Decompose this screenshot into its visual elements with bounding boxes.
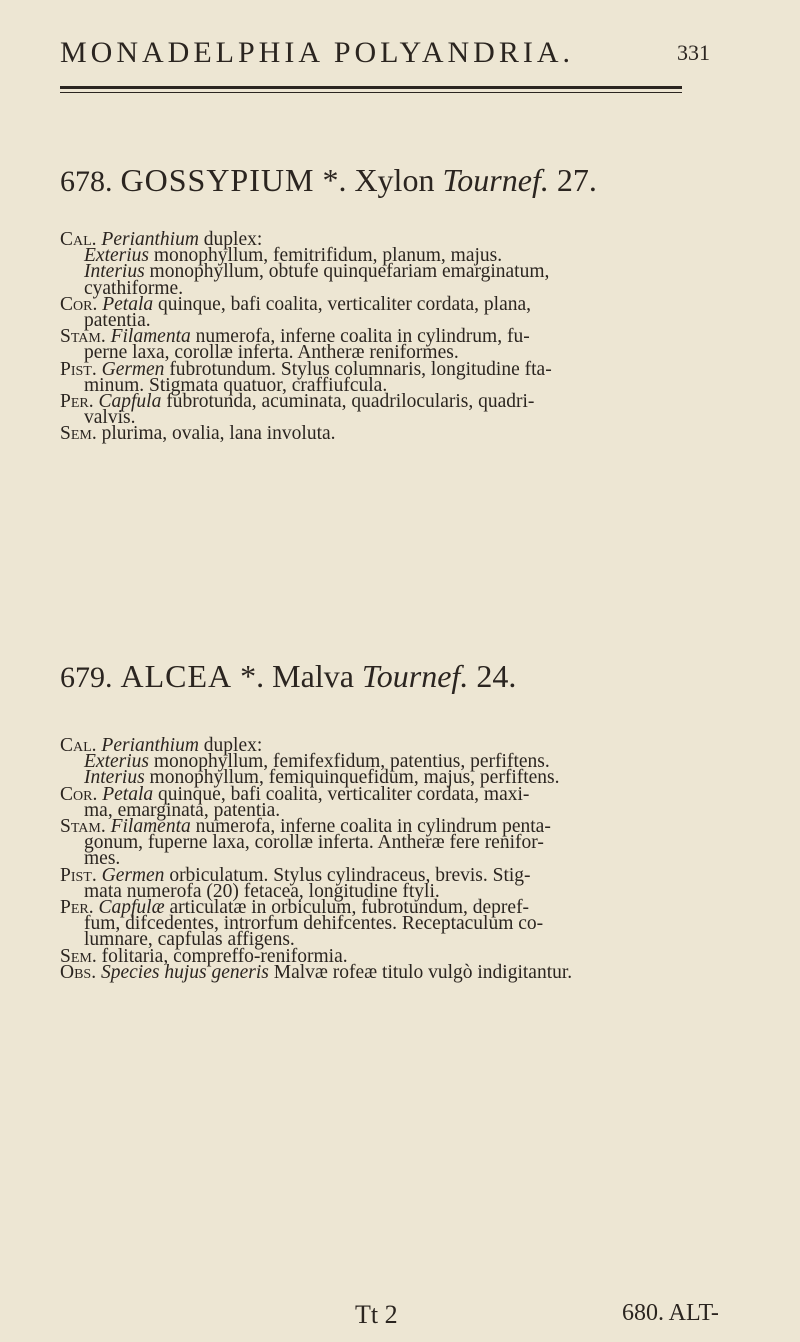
genus-description-gossypium [60, 229, 690, 445]
term: Interius [84, 767, 145, 789]
term: Filamenta [110, 816, 191, 838]
catchword: 680. ALT- [622, 1300, 719, 1326]
line-text: lumnare, capfulas affigens. [84, 929, 295, 951]
description-line [60, 961, 690, 983]
line-text: duplex: [198, 735, 263, 756]
part-label: Sem. [60, 945, 102, 967]
line-text: articulatæ in orbiculum, fubrotundum, depref- [164, 897, 530, 919]
part-label: Pist. [60, 358, 102, 380]
part-label: Per. [60, 391, 99, 413]
term: Species hujus generis [100, 961, 269, 983]
genus-synonym: Xylon [354, 162, 435, 198]
term: Interius [84, 261, 145, 283]
line-text: mes. [84, 848, 121, 870]
description-line [60, 423, 690, 445]
line-text: plurima, ovalia, lana involuta. [101, 423, 336, 445]
term: Perianthium [101, 735, 199, 756]
genus-name: GOSSYPIUM [120, 162, 315, 198]
running-head [60, 36, 710, 72]
line-text: folitaria, compreffo-reniformia. [101, 945, 348, 967]
part-label: Per. [60, 897, 99, 919]
genus-title-gossypium [60, 162, 597, 199]
genus-number: 678. [60, 165, 113, 198]
running-title: MONADELPHIA POLYANDRIA. [60, 36, 575, 69]
line-text: mata numerofa (20) fetacea, longitudine ftyli. [84, 880, 440, 902]
line-text: gonum, fuperne laxa, corollæ inferta. Antheræ fere renifor- [84, 832, 544, 854]
term: Capfulæ [98, 897, 165, 919]
description-line [60, 391, 690, 413]
term: Exterius [84, 245, 149, 267]
line-text: duplex: [198, 229, 263, 250]
genus-number: 679. [60, 661, 113, 694]
term: Petala [102, 783, 154, 805]
genus-description-alcea [60, 735, 690, 983]
genus-name: ALCEA [120, 658, 233, 694]
header-rule [60, 86, 682, 89]
term: Exterius [84, 751, 149, 773]
genus-authority: Tournef. [442, 162, 549, 198]
line-text: numerofa, inferne coalita in cylindrum, fu- [190, 326, 530, 348]
part-label: Cal. [60, 229, 102, 250]
genus-synonym: Malva [272, 658, 354, 694]
term: Germen [101, 864, 165, 886]
term: Perianthium [101, 229, 199, 250]
term: Germen [101, 358, 165, 380]
description-line [60, 293, 690, 315]
genus-ref: 24. [476, 658, 517, 694]
genus-title-alcea [60, 658, 516, 695]
line-text: perne laxa, corollæ inferta. Antheræ reniformes. [84, 342, 459, 364]
line-text: numerofa, inferne coalita in cylindrum penta- [190, 816, 551, 838]
part-label: Stam. [60, 816, 111, 838]
line-text: valvis. [84, 407, 136, 429]
line-text: cyathiforme. [84, 277, 184, 299]
line-text: Malvæ rofeæ titulo vulgò indigitantur. [268, 961, 573, 983]
genus-mark: *. [322, 162, 347, 198]
line-text: monophyllum, obtufe quinquefariam emarginatum, [144, 261, 550, 283]
part-label: Stam. [60, 326, 111, 348]
term: Filamenta [110, 326, 191, 348]
genus-authority: Tournef. [361, 658, 469, 694]
part-label: Pist. [60, 864, 102, 886]
line-text: fum, difcedentes, introrfum dehifcentes. Receptaculum co- [84, 913, 544, 935]
part-label: Obs. [60, 961, 101, 983]
line-text: orbiculatum. Stylus cylindraceus, brevis. Stig- [164, 864, 531, 886]
line-text: quinque, bafi coalita, verticaliter cordata, plana, [153, 293, 532, 315]
page-number: 331 [677, 40, 710, 65]
term: Petala [102, 293, 154, 315]
line-text: monophyllum, femiquinquefidum, majus, perfiftens. [144, 767, 560, 789]
line-text: minum. Stigmata quatuor, craffiufcula. [84, 374, 388, 396]
line-text: fubrotunda, acuminata, quadrilocularis, quadri- [161, 391, 535, 413]
line-text: monophyllum, femifexfidum, patentius, perfiftens. [148, 751, 550, 773]
line-text: fubrotundum. Stylus columnaris, longitudine fta- [164, 358, 552, 380]
line-text: monophyllum, femitrifidum, planum, majus. [148, 245, 503, 267]
signature-mark: Tt 2 [355, 1300, 398, 1329]
part-label: Cor. [60, 293, 103, 315]
term: Capfula [98, 391, 162, 413]
part-label: Cal. [60, 735, 102, 756]
part-label: Sem. [60, 423, 102, 445]
line-text: patentia. [84, 310, 151, 332]
genus-mark: *. [240, 658, 265, 694]
description-line [60, 832, 690, 854]
line-text: quinque, bafi coalita, verticaliter cordata, maxi- [153, 783, 530, 805]
part-label: Cor. [60, 783, 103, 805]
genus-ref: 27. [556, 162, 597, 198]
line-text: ma, emarginata, patentia. [84, 799, 281, 821]
